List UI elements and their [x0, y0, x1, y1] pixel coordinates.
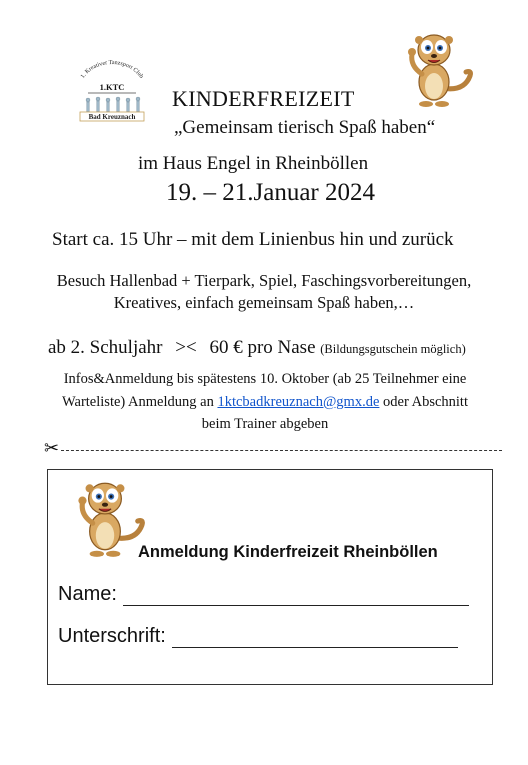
dashed-divider	[61, 450, 502, 451]
info-line-2	[30, 391, 500, 414]
info-line-1: Infos&Anmeldung bis spätestens 10. Oktober (ab 25 Teilnehmer eine	[63, 371, 467, 387]
page-subtitle: „Gemeinsam tierisch Spaß haben“	[174, 117, 436, 138]
name-field[interactable]	[123, 585, 469, 606]
page-title: KINDERFREIZEIT	[172, 86, 355, 111]
logo-badge-text: 1.KTC	[99, 82, 125, 92]
form-title: Anmeldung Kinderfreizeit Rheinböllen	[138, 543, 438, 561]
info-line-2-end: oder Abschnitt	[379, 393, 468, 410]
signature-label: Unterschrift:	[58, 625, 166, 647]
signature-row	[58, 625, 458, 648]
registration-info	[30, 368, 500, 436]
svg-text:1. Kreativer Tanzsport Club	[80, 60, 144, 80]
email-link[interactable]: 1ktcbadkreuznach@gmx.de	[217, 393, 380, 410]
activities-line-1: Besuch Hallenbad + Tierpark, Spiel, Faschingsvorbereitungen,	[56, 271, 472, 290]
info-line-2-start: Warteliste) Anmeldung an	[61, 393, 218, 410]
meerkat-mascot-icon	[392, 26, 476, 110]
logo-arc-text: 1. Kreativer Tanzsport Club	[79, 60, 145, 80]
activities-text	[20, 270, 508, 314]
club-logo	[72, 60, 152, 126]
venue-text: im Haus Engel in Rheinböllen	[138, 153, 369, 174]
signature-field[interactable]	[172, 627, 458, 648]
scissors-icon: ✂	[44, 438, 60, 459]
cut-line	[44, 438, 502, 459]
meerkat-mascot-icon	[62, 474, 148, 560]
name-row	[58, 583, 469, 606]
price-separator: ><	[175, 337, 197, 358]
price-eligibility: ab 2. Schuljahr	[48, 337, 163, 358]
event-dates: 19. – 21.Januar 2024	[166, 179, 375, 206]
price-note: (Bildungsgutschein möglich)	[320, 342, 466, 356]
price-line	[48, 337, 466, 359]
price-amount: 60 € pro Nase	[209, 337, 316, 358]
info-line-3: beim Trainer abgeben	[201, 416, 329, 432]
activities-line-2: Kreatives, einfach gemeinsam Spaß haben,…	[113, 293, 415, 312]
logo-city-text: Bad Kreuznach	[88, 113, 136, 121]
start-info: Start ca. 15 Uhr – mit dem Linienbus hin und zurück	[52, 229, 454, 250]
name-label: Name:	[58, 583, 117, 605]
